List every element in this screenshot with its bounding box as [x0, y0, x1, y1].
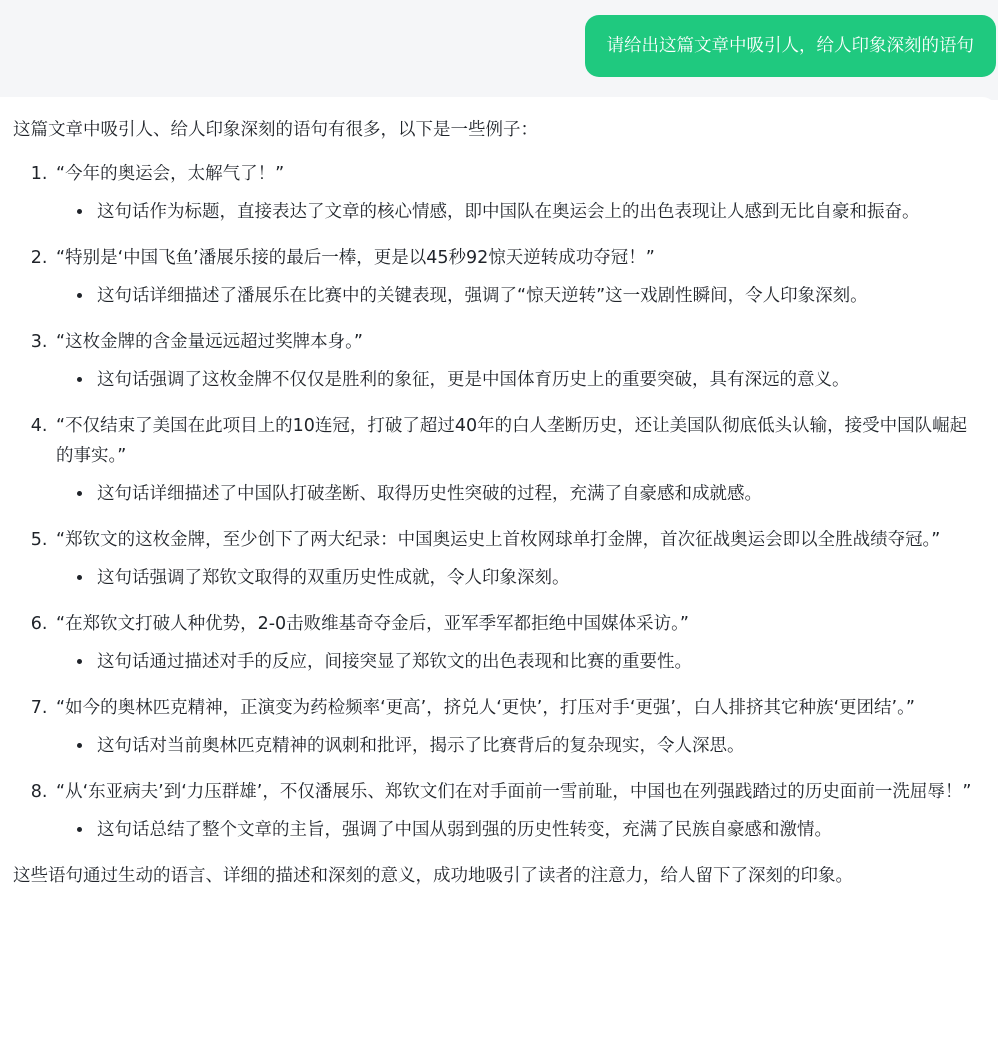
explanation-list	[56, 563, 978, 593]
quote-item	[53, 609, 978, 677]
explanation-list	[56, 365, 978, 395]
explanation-list	[56, 479, 978, 509]
quote-list	[13, 159, 978, 845]
explanation-list	[56, 197, 978, 227]
explanation-text: • 这句话通过描述对手的反应，间接突显了郑钦文的出色表现和比赛的重要性。	[94, 647, 978, 677]
quote-item	[53, 327, 978, 395]
explanation-list	[56, 647, 978, 677]
user-message-area	[0, 0, 998, 100]
quote-text: “不仅结束了美国在此项目上的10连冠，打破了超过40年的白人垄断历史，还让美国队彻底低头认输，接受中国队崛起的事实。”	[56, 416, 968, 466]
assistant-answer	[0, 97, 998, 1054]
quote-text: “这枚金牌的含金量远远超过奖牌本身。”	[56, 332, 363, 352]
explanation-text: • 这句话强调了这枚金牌不仅仅是胜利的象征，更是中国体育历史上的重要突破，具有深远的意义。	[94, 365, 978, 395]
quote-text: “特别是‘中国飞鱼’潘展乐接的最后一棒，更是以45秒92惊天逆转成功夺冠！”	[56, 248, 655, 268]
explanation-text: • 这句话对当前奥林匹克精神的讽刺和批评，揭示了比赛背后的复杂现实，令人深思。	[94, 731, 978, 761]
user-message-bubble: 请给出这篇文章中吸引人，给人印象深刻的语句	[585, 15, 997, 77]
quote-text: “从‘东亚病夫’到‘力压群雄’，不仅潘展乐、郑钦文们在对手面前一雪前耻，中国也在列强践踏过的历史面前一洗屈辱！”	[56, 782, 972, 802]
quote-text: “如今的奥林匹克精神，正演变为药检频率‘更高’，挤兑人‘更快’，打压对手‘更强’，白人排挤其它种族‘更团结’。”	[56, 698, 915, 718]
quote-text: “在郑钦文打破人种优势，2-0击败维基奇夺金后，亚军季军都拒绝中国媒体采访。”	[56, 614, 689, 634]
quote-item	[53, 525, 978, 593]
explanation-text: • 这句话总结了整个文章的主旨，强调了中国从弱到强的历史性转变，充满了民族自豪感和激情。	[94, 815, 978, 845]
answer-summary: 这些语句通过生动的语言、详细的描述和深刻的意义，成功地吸引了读者的注意力，给人留下了深刻的印象。	[13, 866, 853, 886]
explanation-list	[56, 731, 978, 761]
quote-item	[53, 777, 978, 845]
quote-item	[53, 411, 978, 509]
explanation-text: • 这句话详细描述了潘展乐在比赛中的关键表现，强调了“惊天逆转”这一戏剧性瞬间，令人印象深刻。	[94, 281, 978, 311]
quote-item	[53, 243, 978, 311]
explanation-list	[56, 281, 978, 311]
quote-item	[53, 693, 978, 761]
quote-item	[53, 159, 978, 227]
explanation-text: • 这句话强调了郑钦文取得的双重历史性成就，令人印象深刻。	[94, 563, 978, 593]
explanation-text: • 这句话详细描述了中国队打破垄断、取得历史性突破的过程，充满了自豪感和成就感。	[94, 479, 978, 509]
answer-intro: 这篇文章中吸引人、给人印象深刻的语句有很多，以下是一些例子：	[13, 120, 538, 140]
answer-content	[13, 115, 978, 891]
explanation-text: • 这句话作为标题，直接表达了文章的核心情感，即中国队在奥运会上的出色表现让人感到无比自豪和振奋。	[94, 197, 978, 227]
quote-text: “今年的奥运会，太解气了！”	[56, 164, 285, 184]
quote-text: “郑钦文的这枚金牌，至少创下了两大纪录：中国奥运史上首枚网球单打金牌，首次征战奥运会即以全胜战绩夺冠。”	[56, 530, 941, 550]
explanation-list	[56, 815, 978, 845]
